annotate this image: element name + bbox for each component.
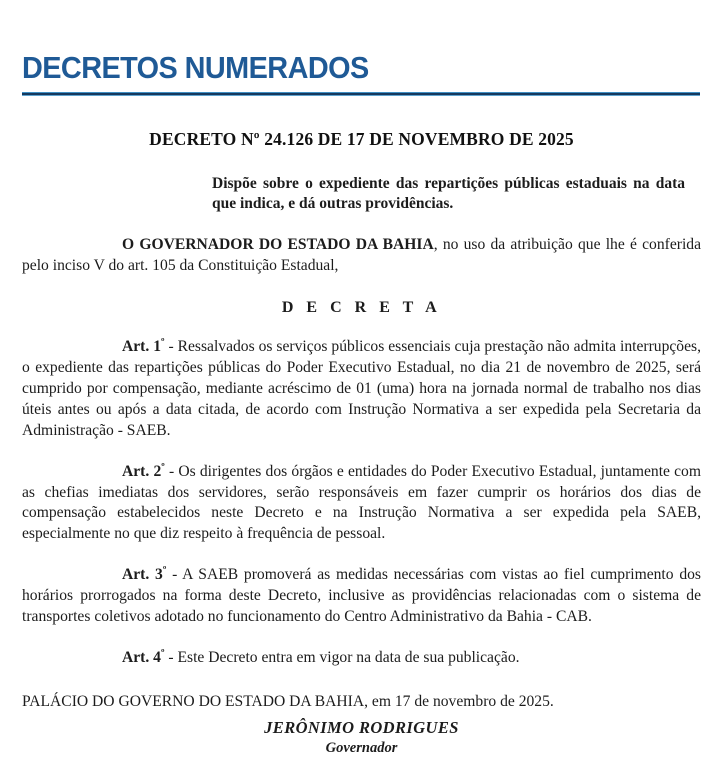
decreta-heading: D E C R E T A — [281, 298, 442, 316]
article-4-label — [122, 649, 164, 666]
decree-preamble — [22, 235, 701, 277]
article-4-text: - Este Decreto entra em vigor na data de sua publicação. — [164, 649, 520, 667]
article-2-label — [122, 463, 165, 480]
signatory-role: Governador — [325, 739, 398, 756]
article-3-label — [122, 566, 166, 583]
preamble-authority: O GOVERNADOR DO ESTADO DA BAHIA — [122, 235, 434, 253]
decree-body — [22, 129, 701, 758]
signatory-name: JERÔNIMO RODRIGUES — [264, 718, 459, 738]
article-1-label — [122, 338, 165, 355]
article-4-label-text: Art. $4^º$ — [122, 648, 165, 667]
masthead-divider — [22, 92, 700, 96]
article-1-label-text: Art. $1^º$ — [122, 336, 165, 355]
article-2-label-text: Art. $2^º$ — [122, 461, 165, 480]
article-1 — [22, 337, 701, 442]
article-1-text: - Ressalvados os serviços públicos essenciais cuja prestação não admita interrupções, o expediente das repartições públicas do Poder Executivo Estadual, no dia 21 de novembro de 2025, será cumprido por compensação, mediante acréscimo de 01 (uma) hora na jornada normal de trabalho nos dias úteis antes ou após a data citada, de acordo com Instrução Normativa a ser expedida pela Secretaria da Administração - SAEB. — [22, 337, 701, 439]
place-and-date: PALÁCIO DO GOVERNO DO ESTADO DA BAHIA, em 17 de novembro de 2025. — [22, 693, 554, 711]
signature-block — [22, 718, 701, 757]
preamble-text: , no uso da atribuição que lhe é conferida pelo inciso V do art. 105 da Constituição Estadual, — [22, 235, 701, 274]
article-4 — [22, 648, 701, 669]
masthead — [22, 0, 701, 96]
article-3 — [22, 565, 701, 628]
article-3-text: - A SAEB promoverá as medidas necessárias com vistas ao fiel cumprimento dos horários prorrogados na forma deste Decreto, inclusive as providências relacionadas com o sistema de transportes coletivos adotado no funcionamento do Centro Administrativo da Bahia - CAB. — [22, 566, 701, 626]
decree-title: DECRETO Nº 24.126 DE 17 DE NOVEMBRO DE 2025 — [149, 128, 574, 149]
decree-ementa: Dispõe sobre o expediente das repartições públicas estaduais na data que indica, e dá outras providências. — [212, 174, 685, 213]
article-2-text: - Os dirigentes dos órgãos e entidades do Poder Executivo Estadual, juntamente com as chefias imediatas dos servidores, serão responsáveis em fazer cumprir os horários dos dias de compensação estabelecidos neste Decreto e na Instrução Normativa a ser expedida pela SAEB, especialmente no que diz respeito à frequência de pessoal. — [22, 462, 701, 543]
masthead-title: DECRETOS NUMERADOS — [22, 50, 369, 85]
article-3-label-text: Art. $3^º$ — [122, 565, 167, 584]
article-2 — [22, 462, 701, 546]
